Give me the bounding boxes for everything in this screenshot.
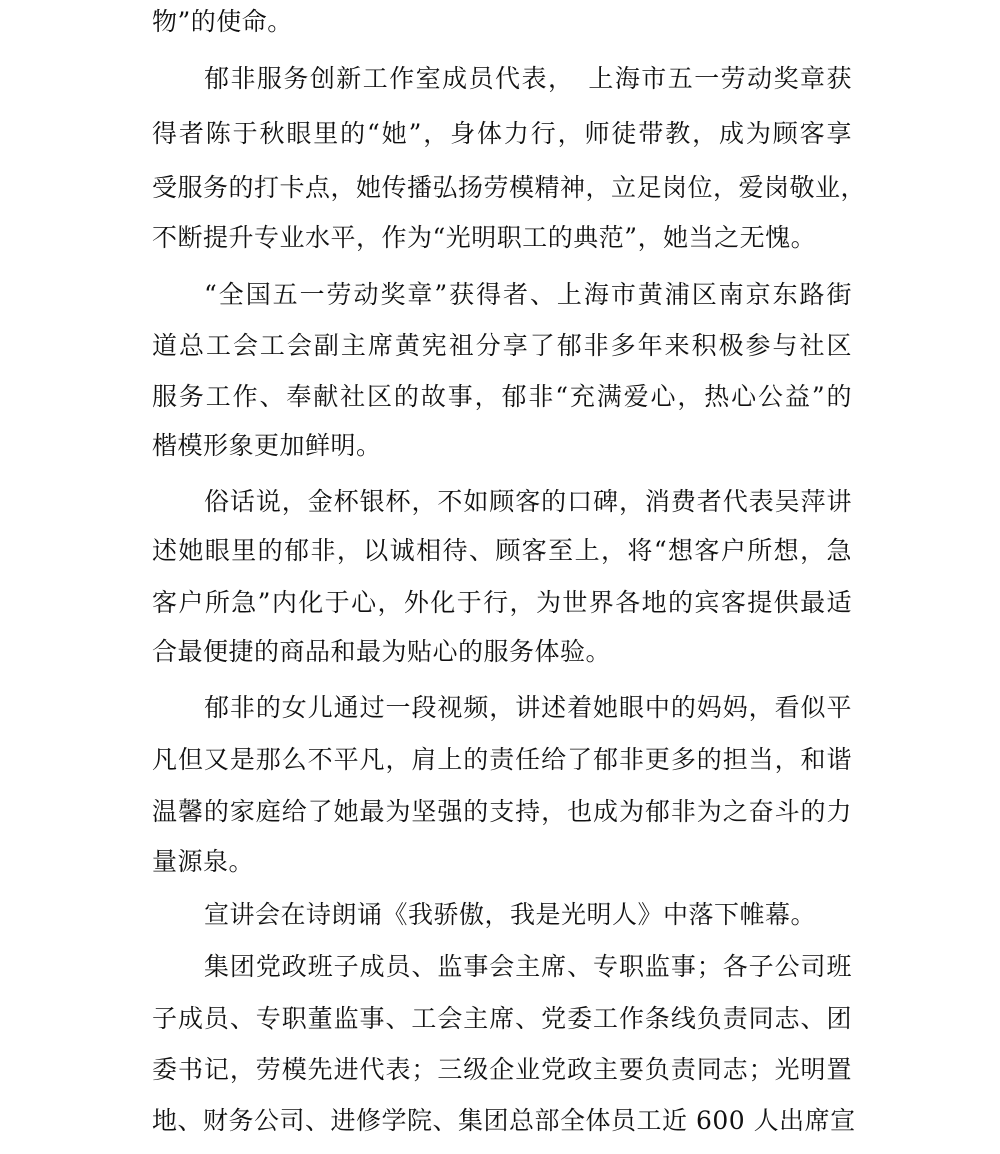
paragraph-line: 服务工作、奉献社区的故事，郁非“充满爱心，热心公益”的 (152, 382, 852, 411)
paragraph-line: 温馨的家庭给了她最为坚强的支持，也成为郁非为之奋斗的力 (152, 797, 852, 826)
paragraph-line: 楷模形象更加鲜明。 (152, 431, 382, 460)
paragraph-line: 述她眼里的郁非，以诚相待、顾客至上，将“想客户所想，急 (152, 536, 852, 565)
paragraph-line: “全国五一劳动奖章”获得者、上海市黄浦区南京东路街 (204, 280, 852, 309)
paragraph-line: 郁非服务创新工作室成员代表， 上海市五一劳动奖章获 (204, 64, 852, 93)
paragraph-line: 集团党政班子成员、监事会主席、专职监事；各子公司班 (204, 952, 852, 981)
paragraph-line: 量源泉。 (152, 847, 255, 876)
paragraph-line: 客户所急”内化于心，外化于行，为世界各地的宾客提供最适 (152, 588, 852, 617)
paragraph-line: 宣讲会在诗朗诵《我骄傲，我是光明人》中落下帷幕。 (204, 900, 817, 929)
paragraph-line: 地、财务公司、进修学院、集团总部全体员工近 600 人出席宣 (152, 1106, 856, 1135)
paragraph-line: 受服务的打卡点，她传播弘扬劳模精神，立足岗位，爱岗敬业， (152, 173, 867, 202)
paragraph-line: 俗话说，金杯银杯，不如顾客的口碑，消费者代表吴萍讲 (204, 487, 852, 516)
paragraph-line: 子成员、专职董监事、工会主席、党委工作条线负责同志、团 (152, 1004, 852, 1033)
paragraph-line: 委书记，劳模先进代表；三级企业党政主要负责同志；光明置 (152, 1055, 852, 1084)
paragraph-line: 物”的使命。 (152, 7, 293, 36)
paragraph-line: 不断提升专业水平，作为“光明职工的典范”，她当之无愧。 (152, 223, 817, 252)
paragraph-line: 郁非的女儿通过一段视频，讲述着她眼中的妈妈，看似平 (204, 693, 852, 722)
paragraph-line: 合最便捷的商品和最为贴心的服务体验。 (152, 637, 612, 666)
paragraph-line: 道总工会工会副主席黄宪祖分享了郁非多年来积极参与社区 (152, 331, 852, 360)
paragraph-line: 凡但又是那么不平凡，肩上的责任给了郁非更多的担当，和谐 (152, 745, 852, 774)
paragraph-line: 得者陈于秋眼里的“她”，身体力行，师徒带教，成为顾客享 (152, 119, 852, 148)
